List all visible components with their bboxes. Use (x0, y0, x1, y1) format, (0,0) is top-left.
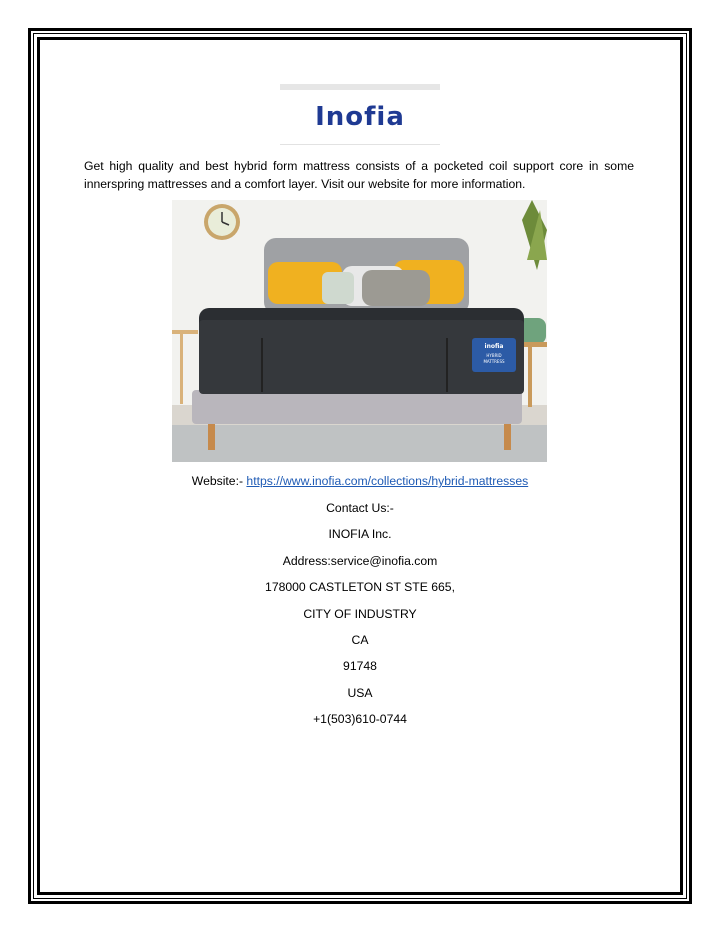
brand-logo (280, 84, 440, 146)
contact-country: USA (347, 686, 373, 700)
contact-street: 178000 CASTLETON ST STE 665, (265, 580, 455, 594)
contact-address: Address:service@inofia.com (282, 554, 438, 568)
label-line2: MATTRESS (483, 359, 505, 364)
photo-rug (172, 425, 547, 462)
contact-phone: +1(503)610-0744 (313, 712, 407, 726)
pillow-grey (362, 270, 430, 306)
bed-frame (192, 390, 522, 424)
website-line (0, 474, 720, 488)
website-link[interactable]: https://www.inofia.com/collections/hybrid-mattresses (246, 474, 529, 488)
website-label: Website:- (191, 474, 247, 488)
mattress-label (472, 338, 516, 372)
pillow-small-left (322, 272, 354, 304)
contact-heading: Contact Us:- (326, 501, 394, 515)
logo-top-bar (280, 84, 440, 90)
mattress-photo (172, 200, 547, 462)
logo-text: Inofia (315, 102, 405, 132)
bed-leg-left (208, 424, 215, 450)
wall-clock-icon (204, 204, 240, 240)
contact-company: INOFIA Inc. (328, 527, 392, 541)
contact-state: CA (351, 633, 369, 647)
contact-city: CITY OF INDUSTRY (303, 607, 417, 621)
bed-leg-right (504, 424, 511, 450)
label-line1: HYBRID (486, 353, 502, 358)
label-brand: inofia (484, 343, 504, 350)
logo-bottom-rule (280, 144, 440, 145)
contact-zip: 91748 (343, 659, 377, 673)
intro-paragraph: Get high quality and best hybrid form mattress consists of a pocketed coil support core in some innerspring mattresses and a comfort layer. Visit our website for more information. (84, 159, 634, 191)
